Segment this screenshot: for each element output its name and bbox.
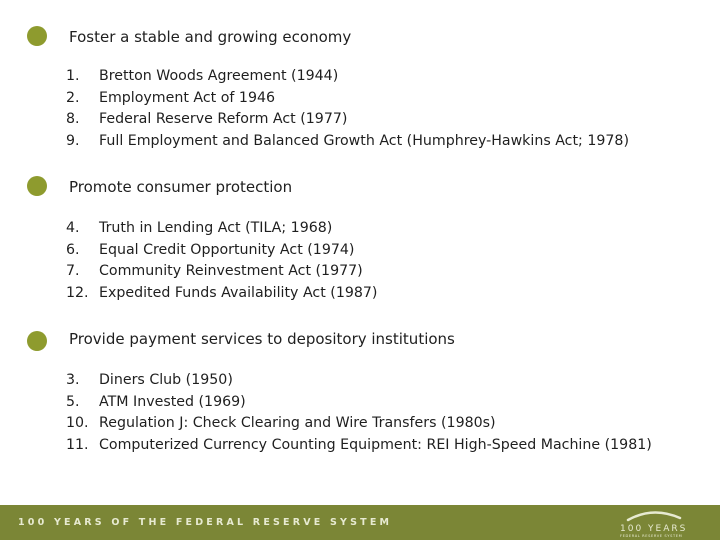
item-number: 12. bbox=[66, 284, 89, 301]
item-text: Diners Club (1950) bbox=[99, 372, 233, 388]
section-heading: Provide payment services to depository institutions bbox=[69, 330, 455, 348]
section-heading: Foster a stable and growing economy bbox=[69, 28, 352, 46]
list-item bbox=[66, 372, 652, 394]
list-item bbox=[66, 394, 652, 416]
centennial-logo bbox=[618, 508, 698, 538]
item-number: 1. bbox=[66, 68, 80, 84]
item-list bbox=[66, 220, 377, 306]
bullet-icon bbox=[27, 331, 47, 351]
item-text: Community Reinvestment Act (1977) bbox=[99, 263, 363, 279]
svg-text:100 YEARS: 100 YEARS bbox=[620, 524, 688, 534]
item-number: 3. bbox=[66, 372, 80, 388]
item-list bbox=[66, 68, 629, 154]
item-number: 7. bbox=[66, 263, 80, 279]
item-number: 6. bbox=[66, 241, 80, 258]
bullet-icon bbox=[27, 26, 47, 46]
centennial-logo-icon bbox=[618, 508, 698, 538]
footer-bar bbox=[0, 505, 720, 540]
item-text: Employment Act of 1946 bbox=[99, 89, 276, 106]
list-item bbox=[66, 263, 377, 285]
item-text: Expedited Funds Availability Act (1987) bbox=[99, 284, 378, 301]
list-item bbox=[66, 415, 652, 437]
item-text: Regulation J: Check Clearing and Wire Transfers (1980s) bbox=[99, 415, 496, 431]
item-number: 2. bbox=[66, 89, 80, 106]
bullet-icon bbox=[27, 176, 47, 196]
list-item bbox=[66, 437, 652, 459]
list-item bbox=[66, 285, 377, 307]
item-text: Federal Reserve Reform Act (1977) bbox=[99, 111, 348, 127]
list-item bbox=[66, 133, 629, 155]
item-list bbox=[66, 372, 652, 458]
item-text: Bretton Woods Agreement (1944) bbox=[99, 68, 339, 84]
item-number: 5. bbox=[66, 393, 80, 410]
item-number: 4. bbox=[66, 220, 80, 236]
item-text: Full Employment and Balanced Growth Act (Humphrey-Hawkins Act; 1978) bbox=[99, 132, 629, 149]
list-item bbox=[66, 242, 377, 264]
item-text: Equal Credit Opportunity Act (1974) bbox=[99, 241, 355, 258]
item-text: ATM Invested (1969) bbox=[99, 393, 246, 410]
item-text: Truth in Lending Act (TILA; 1968) bbox=[99, 220, 333, 236]
item-text: Computerized Currency Counting Equipment: REI High-Speed Machine (1981) bbox=[99, 436, 652, 453]
list-item bbox=[66, 111, 629, 133]
item-number: 10. bbox=[66, 415, 89, 431]
item-number: 9. bbox=[66, 132, 80, 149]
list-item bbox=[66, 90, 629, 112]
section-heading: Promote consumer protection bbox=[69, 178, 293, 196]
list-item bbox=[66, 220, 377, 242]
item-number: 11. bbox=[66, 436, 89, 453]
svg-text:FEDERAL RESERVE SYSTEM: FEDERAL RESERVE SYSTEM bbox=[620, 534, 683, 538]
item-number: 8. bbox=[66, 111, 80, 127]
footer-text: 100 YEARS OF THE FEDERAL RESERVE SYSTEM bbox=[18, 517, 393, 528]
list-item bbox=[66, 68, 629, 90]
